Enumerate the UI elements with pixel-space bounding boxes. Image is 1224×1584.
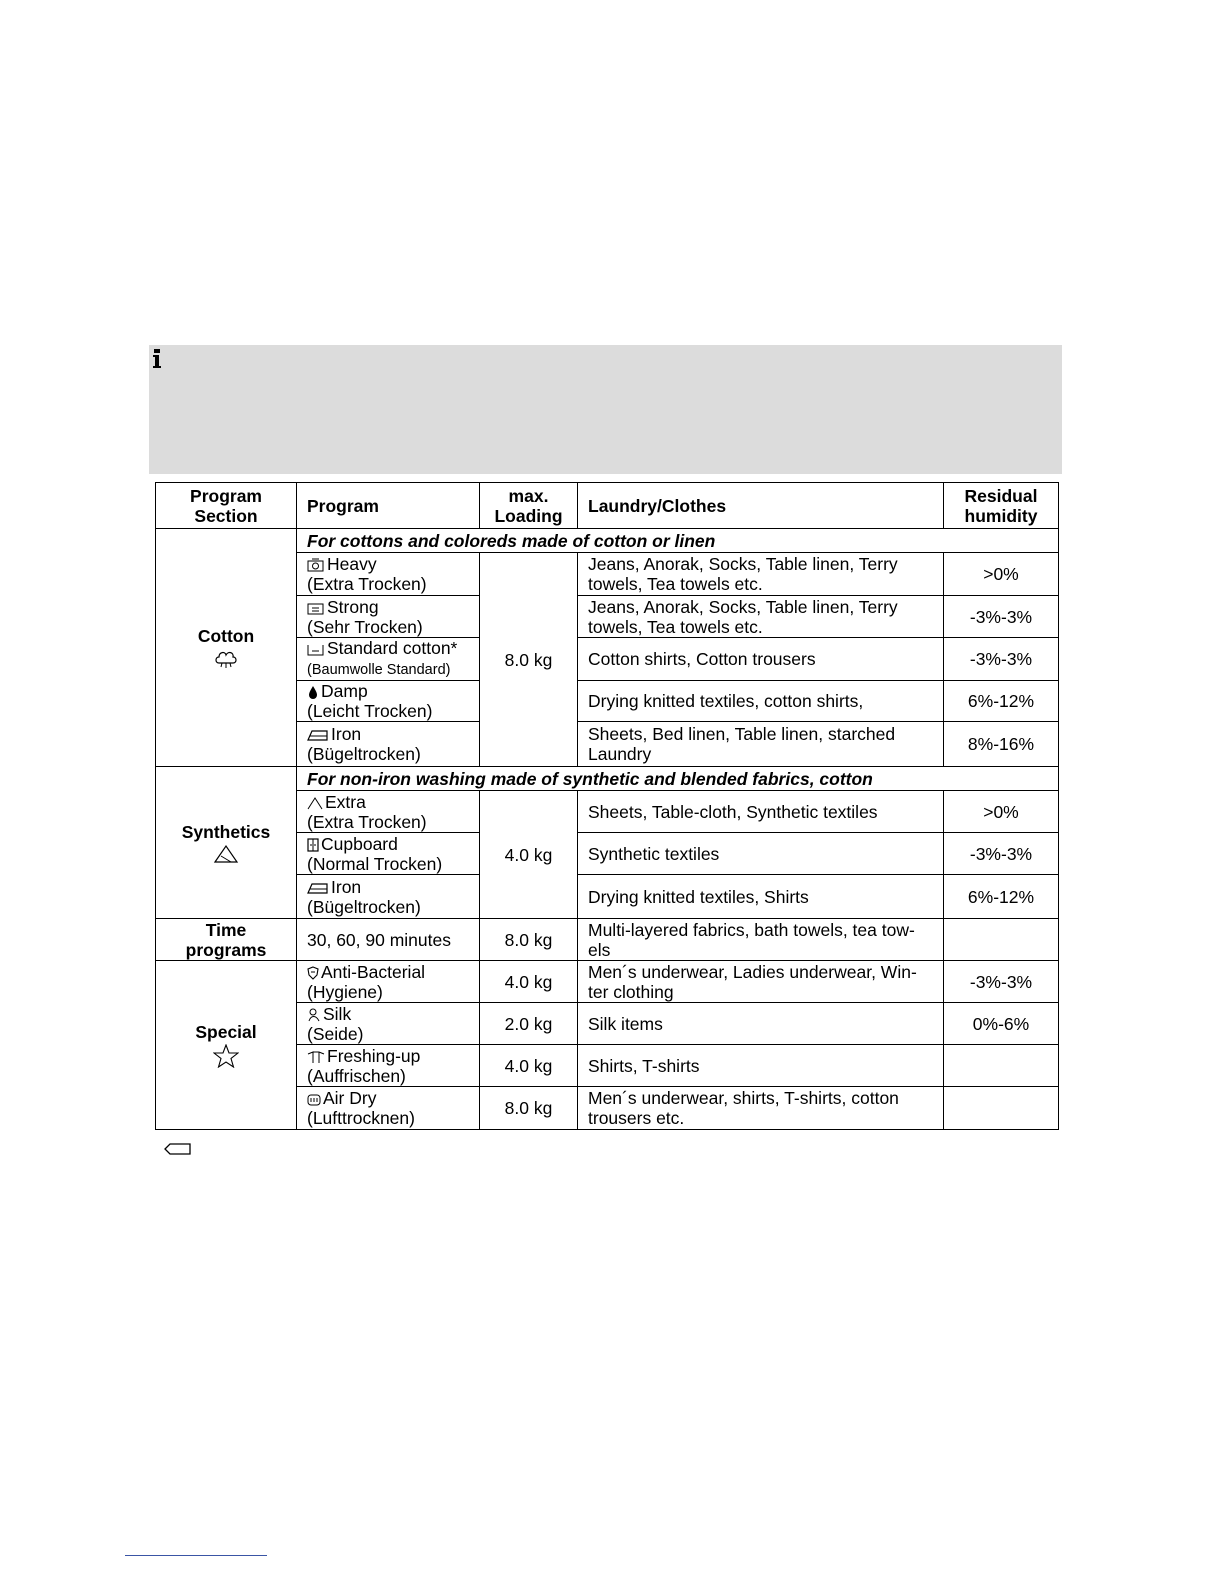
section-synthetics (156, 767, 297, 919)
program-cell: Silk (Seide) (297, 1003, 480, 1045)
humidity-cell (944, 919, 1059, 961)
humidity-cell: -3%-3% (944, 833, 1059, 875)
laundry-cell: Jeans, Anorak, Socks, Table linen, Terry towels, Tea towels etc. (578, 596, 944, 638)
synthetics-triangle-icon (213, 844, 239, 864)
program-cell: Extra (Extra Trocken) (297, 791, 480, 833)
loading-cell: 4.0 kg (480, 961, 578, 1003)
section-cotton (156, 529, 297, 767)
star-icon (213, 1044, 239, 1068)
loading-cell: 8.0 kg (480, 1087, 578, 1130)
table-row (156, 961, 1059, 1003)
program-cell: 30, 60, 90 minutes (297, 919, 480, 961)
program-cell: Heavy (Extra Trocken) (297, 553, 480, 596)
program-cell: Freshing-up (Auffrischen) (297, 1045, 480, 1087)
humidity-cell (944, 1045, 1059, 1087)
freshing-up-icon (307, 1050, 325, 1064)
laundry-cell: Drying knitted textiles, Shirts (578, 875, 944, 919)
section-time: Time programs (156, 919, 297, 961)
synthetics-loading: 4.0 kg (480, 791, 578, 919)
extra-dry-icon (307, 796, 323, 810)
info-box (149, 345, 1062, 474)
cotton-cloud-icon (214, 648, 238, 670)
iron-icon (307, 728, 329, 742)
header-humidity: Residual humidity (944, 483, 1059, 529)
header-section: Program Section (156, 483, 297, 529)
table-header-row (156, 483, 1059, 529)
loading-cell: 4.0 kg (480, 1045, 578, 1087)
iron-icon (307, 881, 329, 895)
laundry-cell: Sheets, Bed linen, Table linen, starched Laundry (578, 722, 944, 767)
laundry-cell: Men´s underwear, Ladies underwear, Win-ter clothing (578, 961, 944, 1003)
cotton-banner: For cottons and coloreds made of cotton or linen (297, 529, 1059, 553)
program-cell: Iron (Bügeltrocken) (297, 722, 480, 767)
header-loading: max. Loading (480, 483, 578, 529)
program-cell: Iron (Bügeltrocken) (297, 875, 480, 919)
loading-cell: 2.0 kg (480, 1003, 578, 1045)
program-cell: Cupboard (Normal Trocken) (297, 833, 480, 875)
laundry-cell: Shirts, T-shirts (578, 1045, 944, 1087)
humidity-cell: -3%-3% (944, 596, 1059, 638)
table-row (156, 919, 1059, 961)
humidity-cell: -3%-3% (944, 638, 1059, 681)
humidity-cell (944, 1087, 1059, 1130)
laundry-cell: Jeans, Anorak, Socks, Table linen, Terry towels, Tea towels etc. (578, 553, 944, 596)
section-cotton-label: Cotton (197, 625, 255, 646)
program-cell: Air Dry (Lufttrocknen) (297, 1087, 480, 1130)
section-special-label: Special (195, 1022, 257, 1042)
humidity-cell: 8%-16% (944, 722, 1059, 767)
program-cell: Standard cotton* (Baumwolle Standard) (297, 638, 480, 681)
footnote-link-rule (125, 1555, 267, 1556)
loading-cell: 8.0 kg (480, 919, 578, 961)
program-cell: Damp (Leicht Trocken) (297, 681, 480, 722)
laundry-cell: Men´s underwear, shirts, T-shirts, cotton trousers etc. (578, 1087, 944, 1130)
synthetics-banner: For non-iron washing made of synthetic and blended fabrics, cotton (297, 767, 1059, 791)
air-dry-icon (307, 1092, 321, 1106)
strong-dry-icon (307, 601, 325, 615)
heavy-dry-icon (307, 558, 325, 572)
info-icon (152, 349, 162, 369)
section-special (156, 961, 297, 1130)
synthetics-banner-row (156, 767, 1059, 791)
humidity-cell: 0%-6% (944, 1003, 1059, 1045)
shield-icon (307, 966, 319, 980)
cotton-banner-row (156, 529, 1059, 553)
humidity-cell: -3%-3% (944, 961, 1059, 1003)
cupboard-dry-icon (307, 642, 325, 656)
program-cell: Strong (Sehr Trocken) (297, 596, 480, 638)
section-synthetics-label: Synthetics (181, 821, 271, 842)
humidity-cell: 6%-12% (944, 875, 1059, 919)
laundry-cell: Synthetic textiles (578, 833, 944, 875)
laundry-cell: Sheets, Table-cloth, Synthetic textiles (578, 791, 944, 833)
drop-icon (307, 685, 319, 699)
humidity-cell: >0% (944, 553, 1059, 596)
laundry-cell: Silk items (578, 1003, 944, 1045)
program-table (155, 482, 1059, 1130)
humidity-cell: >0% (944, 791, 1059, 833)
laundry-cell: Cotton shirts, Cotton trousers (578, 638, 944, 681)
cupboard-icon (307, 838, 319, 852)
header-program: Program (297, 483, 480, 529)
header-laundry: Laundry/Clothes (578, 483, 944, 529)
program-cell: Anti-Bacterial (Hygiene) (297, 961, 480, 1003)
laundry-cell: Drying knitted textiles, cotton shirts, (578, 681, 944, 722)
standard-cotton-footnote-icon (164, 1142, 192, 1156)
silk-icon (307, 1008, 321, 1022)
humidity-cell: 6%-12% (944, 681, 1059, 722)
laundry-cell: Multi-layered fabrics, bath towels, tea tow-els (578, 919, 944, 961)
cotton-loading: 8.0 kg (480, 553, 578, 767)
